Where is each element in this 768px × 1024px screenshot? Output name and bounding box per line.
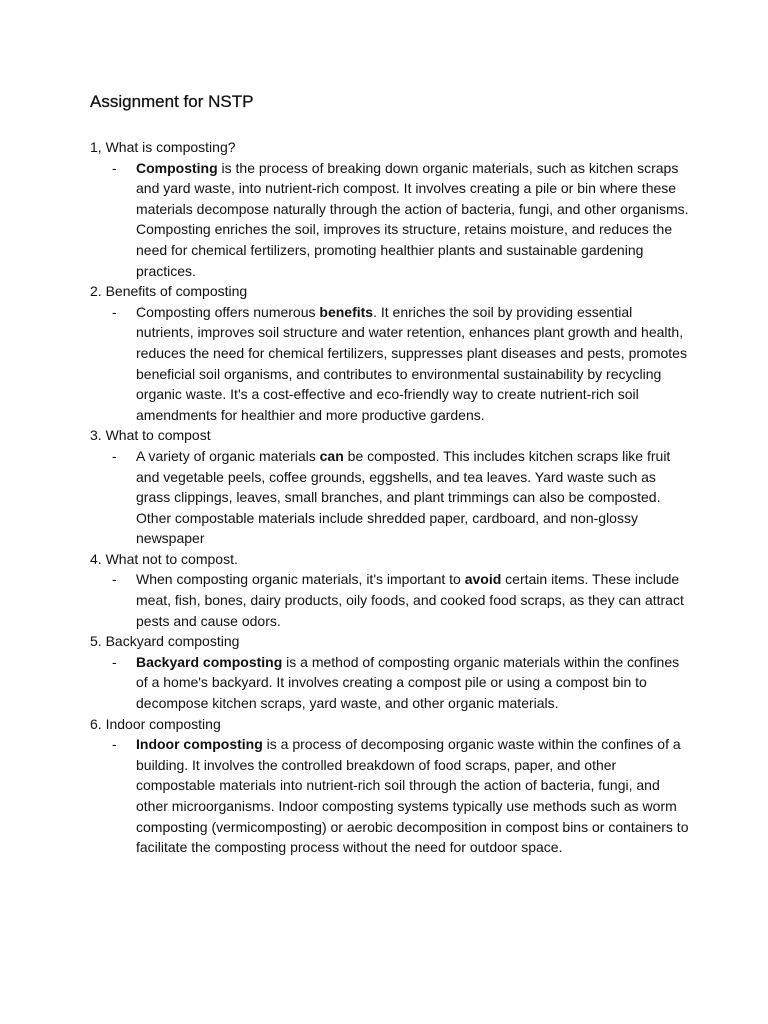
- answer-text: is a process of decomposing organic waste within the confines of a building. It involves the controlled breakdown of food scraps, paper, and other compostable materials into nutrient-rich soil through the action of bacteria, fungi, and other microorganisms. Indoor composting systems typically use methods such as worm composting (vermicomposting) or aerobic decomposition in compost bins or containers to facilitate the composting process without the need for outdoor space.: [136, 736, 689, 856]
- question-heading: 3. What to compost: [90, 427, 211, 444]
- answer-text: is the process of breaking down organic materials, such as kitchen scraps and yard waste, into nutrient-rich compost. It involves creating a pile or bin where these materials decompose naturally through the action of bacteria, fungi, and other organisms. Composting enriches the soil, improves its structure, retains moisture, and reduces the need for chemical fertilizers, promoting healthier plants and sustainable gardening practices.: [136, 159, 689, 279]
- question-heading: 6. Indoor composting: [90, 715, 221, 732]
- question-heading: 5. Backyard composting: [90, 633, 240, 650]
- bold-term: Indoor composting: [136, 736, 263, 753]
- answer-paragraph: [90, 652, 690, 714]
- bold-term: Backyard composting: [136, 653, 283, 670]
- answer-paragraph: [90, 734, 690, 858]
- answer-paragraph: [90, 302, 690, 426]
- answer-lead-text: When composting organic materials, it's important to: [136, 571, 465, 588]
- answer-text: be composted. This includes kitchen scraps like fruit and vegetable peels, coffee grounds, eggshells, and tea leaves. Yard waste such as grass clippings, leaves, small branches, and plant trimmings can also be composted. Other compostable materials include shredded paper, cardboard, and non-glossy newspaper: [136, 447, 671, 547]
- bold-term: can: [319, 447, 344, 464]
- answer-paragraph: [90, 446, 690, 549]
- answer-text: is a method of composting organic materials within the confines of a home's backyard. It involves creating a compost pile or using a compost bin to decompose kitchen scraps, yard waste, and other organic materials.: [136, 653, 680, 712]
- answer-paragraph: [90, 569, 690, 631]
- dash-bullet: -: [112, 736, 117, 753]
- dash-bullet: -: [112, 571, 117, 588]
- answer-text: . It enriches the soil by providing essential nutrients, improves soil structure and water retention, enhances plant growth and health, reduces the need for chemical fertilizers, suppresses plant diseases and pests, promotes beneficial soil organisms, and contributes to environmental sustainability by recycling organic waste. It's a cost-effective and eco-friendly way to create nutrient-rich soil amendments for healthier and more productive gardens.: [136, 303, 687, 423]
- dash-bullet: -: [112, 159, 117, 176]
- bold-term: benefits: [319, 303, 374, 320]
- answer-text: certain items. These include meat, fish, bones, dairy products, oily foods, and cooked food scraps, as they can attract pests and cause odors.: [136, 571, 684, 629]
- bold-term: avoid: [464, 571, 502, 588]
- document-body: [90, 137, 690, 858]
- bold-term: Composting: [136, 159, 218, 176]
- dash-bullet: -: [112, 653, 117, 670]
- dash-bullet: -: [112, 447, 117, 464]
- document-title: Assignment for NSTP: [90, 92, 254, 111]
- question-heading: 4. What not to compost.: [90, 550, 238, 567]
- question-heading: 1, What is composting?: [90, 139, 236, 155]
- answer-lead-text: Composting offers numerous: [136, 303, 320, 320]
- question-heading: 2. Benefits of composting: [90, 283, 248, 300]
- dash-bullet: -: [112, 303, 117, 320]
- answer-paragraph: [90, 158, 690, 282]
- answer-lead-text: A variety of organic materials: [136, 447, 320, 464]
